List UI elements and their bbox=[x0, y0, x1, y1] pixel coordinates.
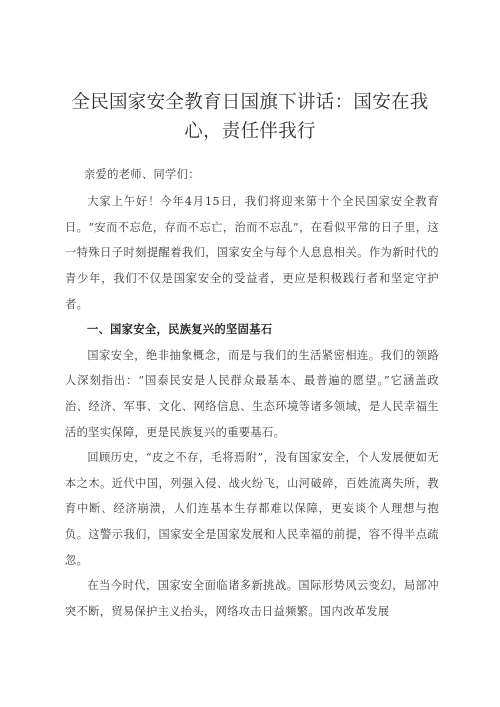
body-paragraph: 回顾历史，“皮之不存，毛将焉附”，没有国家安全，个人发展便如无本之木。近代中国，列强入侵、战火纷飞，山河破碎，百姓流离失所，教育中断、经济崩溃，人们连基本生存都难以保障，更妄谈个人理想与抱负。这警示我们，国家安全是国家发展和人民幸福的前提，容不得半点疏忽。 bbox=[65, 451, 439, 567]
body-paragraph: 国家安全，绝非抽象概念，而是与我们的生活紧密相连。我们的领路人深刻指出：“国泰民安是人民群众最基本、最普遍的愿望。”它涵盖政治、经济、军事、文化、网络信息、生态环境等诸多领域，是人民幸福生活的坚实保障，更是民族复兴的重要基石。 bbox=[65, 348, 439, 439]
document-title: 全民国家安全教育日国旗下讲话：国安在我心，责任伴我行 bbox=[71, 92, 429, 142]
body-paragraph: 在当今时代，国家安全面临诸多新挑战。国际形势风云变幻，局部冲突不断，贸易保护主义抬头，网络攻击日益频繁。国内改革发展 bbox=[65, 579, 439, 618]
section-heading: 一、国家安全，民族复兴的坚固基石 bbox=[87, 322, 273, 337]
document-body bbox=[65, 162, 439, 624]
intro-paragraph: 大家上午好！今年4月15日，我们将迎来第十个全民国家安全教育日。“安而不忘危，存而不忘亡，治而不忘乱”，在看似平常的日子里，这一特殊日子时刻提醒着我们，国家安全与每个人息息相关。作为新时代的青少年，我们不仅是国家安全的受益者，更应是积极践行者和坚定守护者。 bbox=[65, 195, 439, 311]
salutation: 亲爱的老师、同学们： bbox=[84, 168, 200, 181]
